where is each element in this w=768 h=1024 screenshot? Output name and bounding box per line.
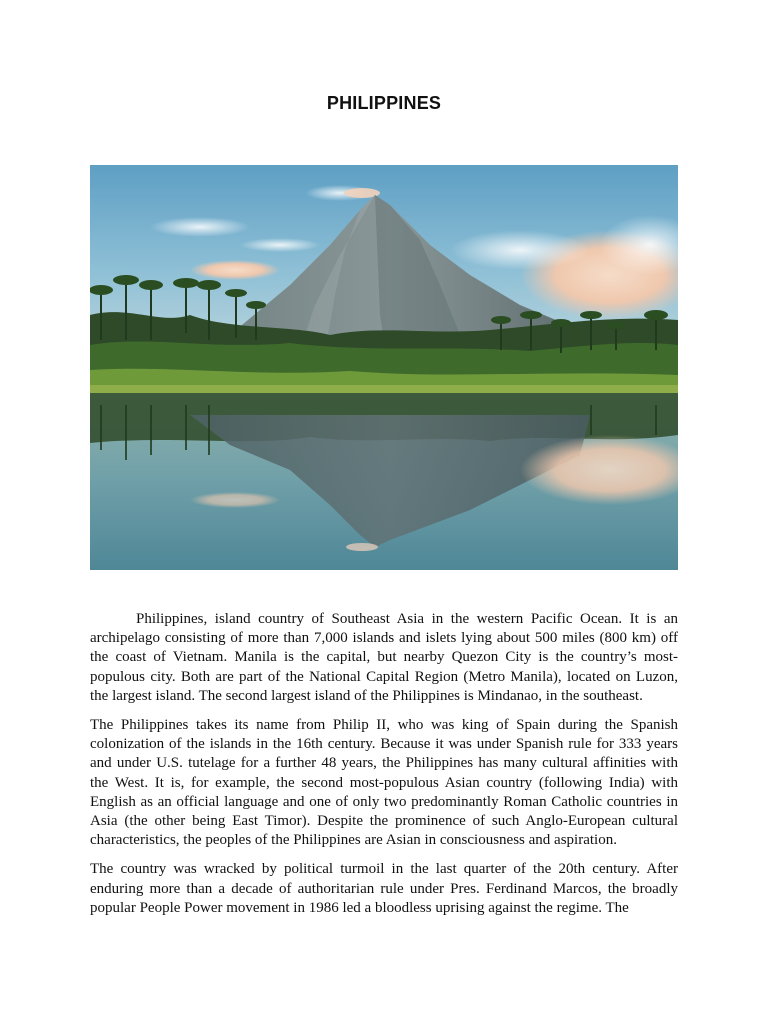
mountain-landscape-illustration (90, 165, 678, 570)
mountain-landscape-photo (90, 165, 678, 570)
page-title: PHILIPPINES (326, 93, 442, 113)
article-body (90, 610, 678, 928)
paragraph-1: Philippines, island country of Southeast Asia in the western Pacific Ocean. It is an archipelago consisting of more than 7,000 islands and islets lying about 500 miles (800 km) off the coast of Vietnam. Manila is the capital, but nearby Quezon City is the country’s most-populous city. Both are part of the National Capital Region (Metro Manila), located on Luzon, the largest island. The second largest island of the Philippines is Mindanao, in the southeast. (90, 611, 678, 704)
paragraph-2: The Philippines takes its name from Philip II, who was king of Spain during the Spanish colonization of the islands in the 16th century. Because it was under Spanish rule for 333 years and under U.S. tutelage for a further 48 years, the Philippines has many cultural affinities with the West. It is, for example, the second most-populous Asian country (following India) with English as an official language and one of only two predominantly Roman Catholic countries in Asia (the other being East Timor). Despite the prominence of such Anglo-European cultural characteristics, the peoples of the Philippines are Asian in consciousness and aspiration. (90, 717, 678, 849)
paragraph-3: The country was wracked by political turmoil in the last quarter of the 20th century. After enduring more than a decade of authoritarian rule under Pres. Ferdinand Marcos, the broadly popular People Power movement in 1986 led a bloodless uprising against the regime. The (90, 861, 678, 916)
